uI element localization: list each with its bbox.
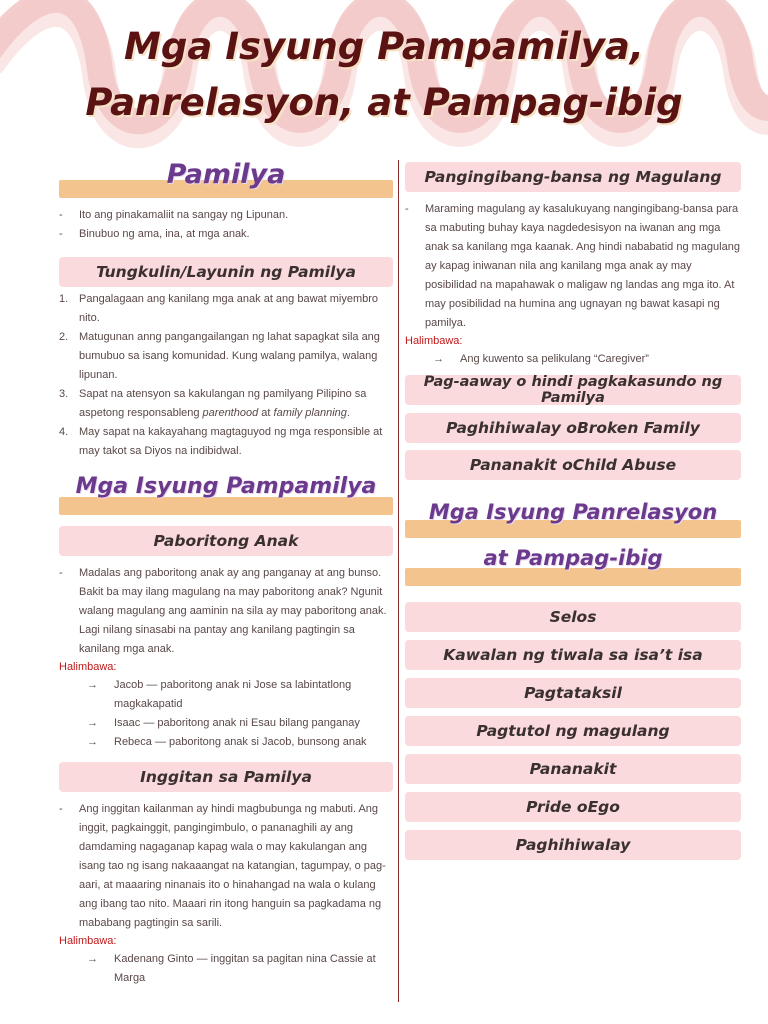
left-column [59, 160, 393, 988]
inggitan-bullets [59, 800, 393, 933]
list-item: 3. Sapat na atensyon sa kakulangan ng pamilyang Pilipino sa aspetong responsableng parenthood at family planning. [59, 388, 367, 419]
paghihiwalay-last-box: Paghihiwalay [405, 830, 741, 860]
page-title-line1: Mga Isyung Pampamilya, [124, 25, 644, 68]
list-item: 4. May sapat na kakayahang magtaguyod ng mga responsible at may takot sa Diyos na indibidwal. [59, 426, 383, 457]
pananakit-child-box: Pananakit o Child Abuse [405, 450, 741, 480]
list-item: - Madalas ang paboritong anak ay ang panganay at ang bunso. Bakit ba may ilang magulang na may paboritong anak? Ngunit walang magulang ang aaminin na sila ay may paboritong anak. Lagi nilang sinasabi na pantay ang kanilang pagtingin sa kanilang mga anak. [59, 567, 387, 655]
pangingibang-bullets [405, 200, 741, 333]
pamilya-bullets [59, 206, 393, 244]
column-divider [398, 160, 399, 1002]
pamilya-heading: Pamilya [166, 159, 286, 190]
isyung-panrelasyon-heading-line2: at Pampag-ibig [483, 546, 663, 570]
paborito-example-label: Halimbawa: [59, 661, 117, 673]
paborito-heading: Paboritong Anak [59, 526, 393, 556]
inggitan-example-label: Halimbawa: [59, 935, 117, 947]
list-item: - Ang inggitan kailanman ay hindi magbubunga ng mabuti. Ang inggit, pagkainggit, pangingimbulo, o pananaghili ay ang damdaming nagaganap kapag wala o may kakulangan ang isang tao ng isang nakaaangat na katangian, tagumpay, o pag-aari, at maaaring ninanais ito o hinahangad na wala o kulang ang ibang tao nito. Maaari rin itong hanguin sa pagkadama ng mababang pagtingin sa sarili. [59, 803, 386, 929]
kawalan-box: Kawalan ng tiwala sa isa’t isa [405, 640, 741, 670]
pangingibang-heading: Pangingibang-bansa ng Magulang [405, 162, 741, 192]
pangingibang-examples [405, 350, 741, 369]
list-item: - Maraming magulang ay kasalukuyang nangingibang-bansa para sa mabuting buhay kaya nagdedesisyon na iwanan ang mga anak sa kanilang mga kaanak. Ang hindi nababatid ng magulang ay kapag iniwanan nila ang kanilang mga anak ay may posibilidad na mapahawak o maligaw ng landas ang mga ito. At may posibilidad na humina ang ugnayan ng bawat kasapi ng pamilya. [405, 203, 740, 329]
pag-aaway-box: Pag-aaway o hindi pagkakasundo ng Pamilya [405, 375, 741, 405]
pride-box: Pride o Ego [405, 792, 741, 822]
list-item: → Jacob — paboritong anak ni Jose sa labintatlong magkakapatid [87, 679, 352, 710]
list-item: → Rebeca — paboritong anak si Jacob, bunsong anak [87, 736, 367, 748]
right-column [405, 160, 741, 860]
paborito-bullets [59, 564, 393, 659]
list-item: 2. Matugunan anng pangangailangan ng lahat sapagkat sila ang bumubuo sa isang komunidad. Kung walang pamilya, walang lipunan. [59, 331, 380, 381]
list-item: → Ang kuwento sa pelikulang “Caregiver” [433, 353, 649, 365]
tungkulin-heading: Tungkulin/Layunin ng Pamilya [59, 257, 393, 287]
paghihiwalay-box: Paghihiwalay o Broken Family [405, 413, 741, 443]
pagtutol-box: Pagtutol ng magulang [405, 716, 741, 746]
list-item: → Isaac — paboritong anak ni Esau bilang panganay [87, 717, 360, 729]
list-item: - Binubuo ng ama, ina, at mga anak. [59, 228, 250, 240]
isyung-panrelasyon-header [405, 492, 741, 586]
isyung-pampamilya-header [59, 471, 393, 517]
selos-box: Selos [405, 602, 741, 632]
inggitan-examples [59, 950, 393, 988]
list-item: → Kadenang Ginto — inggitan sa pagitan nina Cassie at Marga [87, 953, 376, 984]
isyung-panrelasyon-heading-line1: Mga Isyung Panrelasyon [428, 500, 718, 524]
pananakit-box: Pananakit [405, 754, 741, 784]
list-item: - Ito ang pinakamaliit na sangay ng Lipunan. [59, 209, 289, 221]
tungkulin-list [59, 290, 393, 461]
pangingibang-example-label: Halimbawa: [405, 335, 463, 347]
pamilya-header [59, 160, 393, 206]
paborito-examples [59, 676, 393, 752]
inggitan-heading: Inggitan sa Pamilya [59, 762, 393, 792]
isyung-pampamilya-heading: Mga Isyung Pampamilya [75, 474, 377, 499]
list-item: 1. Pangalagaan ang kanilang mga anak at ang bawat miyembro nito. [59, 293, 379, 324]
page-title-line2: Panrelasyon, at Pampag-ibig [85, 81, 683, 124]
pagtataksil-box: Pagtataksil [405, 678, 741, 708]
